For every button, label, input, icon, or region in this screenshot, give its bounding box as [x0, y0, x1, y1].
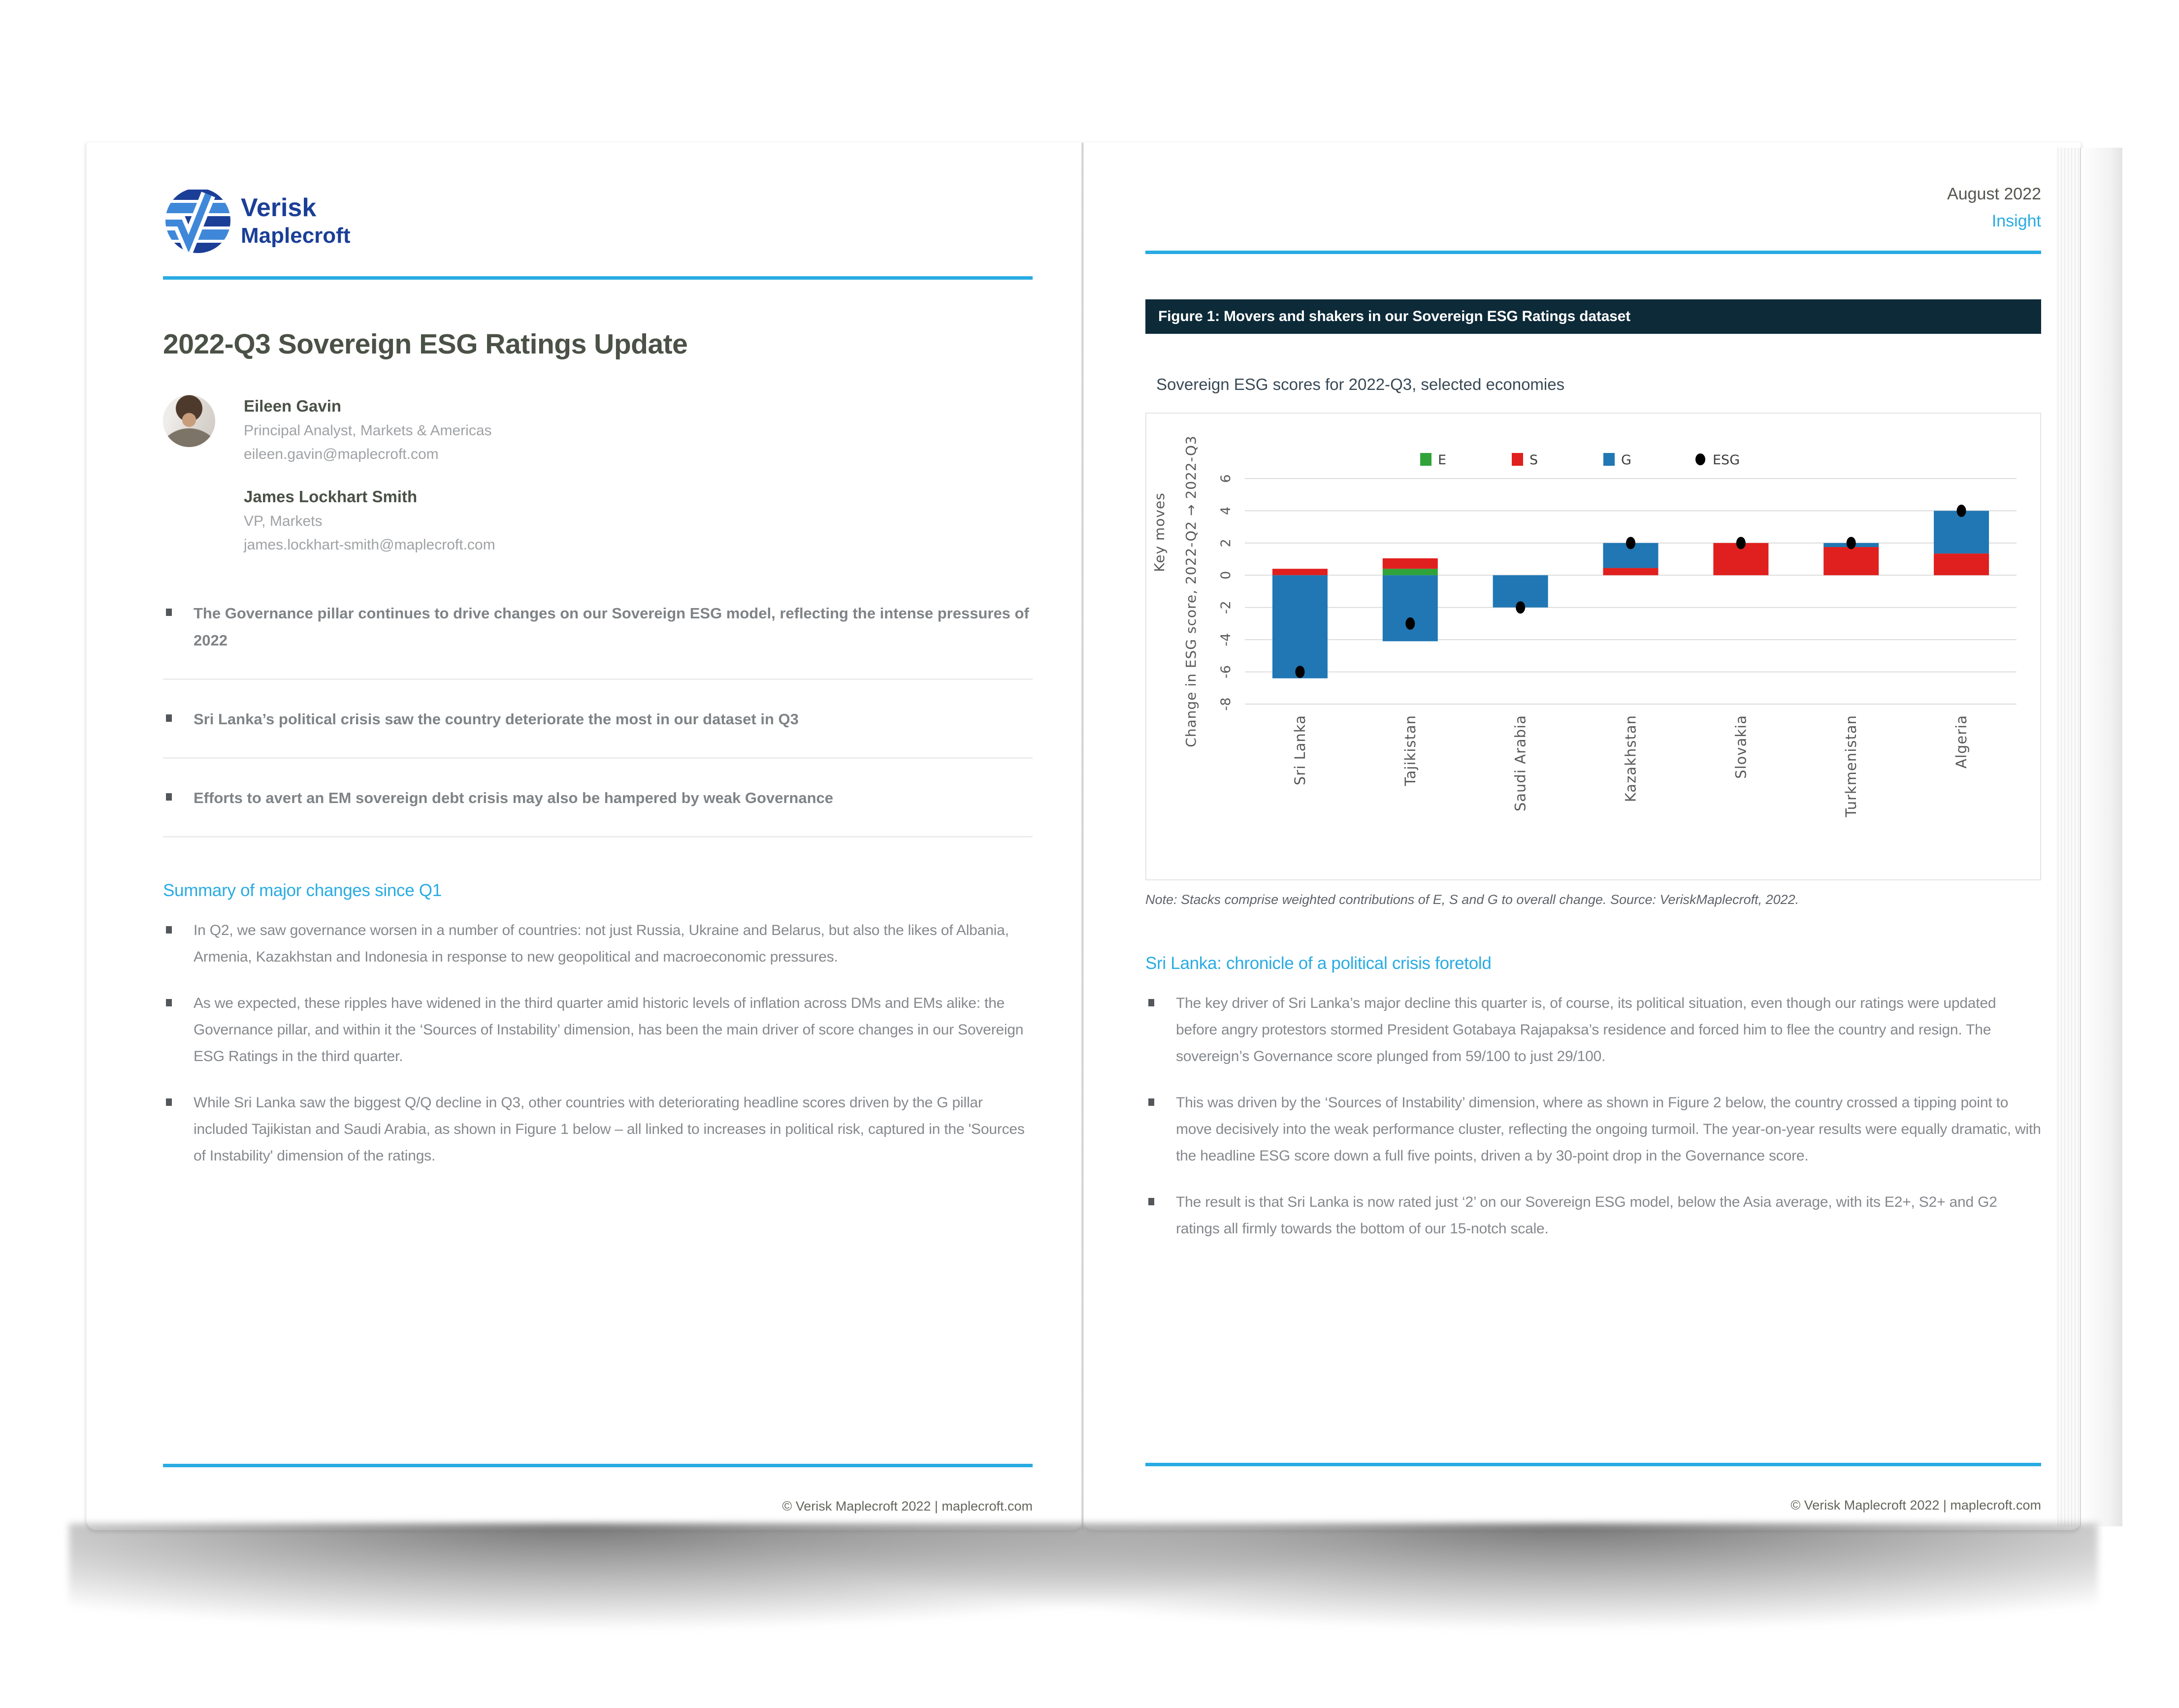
author-name: James Lockhart Smith: [244, 487, 418, 506]
figure1-chart-svg: [1146, 414, 2040, 879]
svg-text:0: 0: [1218, 571, 1234, 580]
issue-date: August 2022: [1947, 185, 2041, 203]
summary-bullet-item: As we expected, these ripples have widened in the third quarter amid historic levels of inflation across DMs and EMs alike: the Governance pillar, and within it the ‘Sources of Instability’ dimension, has been the main driver of score changes in our Sovereign ESG Ratings in the third quarter.: [163, 990, 1033, 1070]
author-email-link[interactable]: james.lockhart-smith@maplecroft.com: [244, 537, 495, 553]
logo-word-verisk: Verisk: [241, 193, 317, 222]
sri-lanka-bullet-item: The result is that Sri Lanka is now rated just ‘2’ on our Sovereign ESG model, below the Asia average, with its E2+, S2+ and G2 ratings all firmly towards the bottom of our 15-notch scale.: [1145, 1189, 2041, 1242]
logo-word-maplecroft: Maplecroft: [241, 224, 351, 248]
sri-lanka-bullet-item: This was driven by the ‘Sources of Instability’ dimension, where as shown in Figure 2 below, the country crossed a tipping point to move decisively into the weak performance cluster, reflecting the ongoing turmoil. The year-on-year results were equally dramatic, with the headline ESG score down a full five points, driven a by 30-point drop in the Governance score.: [1145, 1090, 2041, 1169]
page-left: [86, 142, 1082, 1530]
svg-text:Turkmenistan: Turkmenistan: [1843, 715, 1860, 817]
summary-bullet-item: While Sri Lanka saw the biggest Q/Q decline in Q3, other countries with deteriorating headline scores driven by the G pillar included Tajikistan and Saudi Arabia, as shown in Figure 1 below – all linked to increases in political risk, captured in the 'Sources of Instability' dimension of the ratings.: [163, 1090, 1033, 1169]
figure1-note: Note: Stacks comprise weighted contributions of E, S and G to overall change. Source: VeriskMaplecroft, 2022.: [1145, 892, 1799, 907]
svg-text:-2: -2: [1218, 601, 1234, 614]
footer-left: [87, 1443, 1082, 1514]
insight-link[interactable]: Insight: [1991, 212, 2041, 230]
summary-heading: Summary of major changes since Q1: [163, 881, 442, 900]
svg-text:Key moves: Key moves: [1151, 492, 1168, 572]
figure1-caption-bar: Figure 1: Movers and shakers in our Sovereign ESG Ratings dataset: [1145, 299, 2041, 334]
svg-text:Kazakhstan: Kazakhstan: [1622, 715, 1639, 803]
svg-text:ESG: ESG: [1713, 452, 1740, 468]
summary-bullets: [163, 917, 1033, 1169]
author-role: VP, Markets: [244, 513, 323, 529]
sri-lanka-bullets: [1145, 990, 2041, 1242]
svg-text:-8: -8: [1218, 697, 1234, 711]
svg-text:-6: -6: [1218, 665, 1234, 679]
author-role: Principal Analyst, Markets & Americas: [244, 422, 492, 439]
author-list: [163, 392, 1033, 553]
figure1-subtitle: Sovereign ESG scores for 2022-Q3, selected economies: [1156, 375, 1565, 393]
footer-right: [1084, 1443, 2081, 1513]
footer-copyright-link[interactable]: © Verisk Maplecroft 2022 | maplecroft.com: [1790, 1498, 2041, 1513]
svg-text:2: 2: [1218, 539, 1234, 548]
page-right: [1083, 142, 2081, 1530]
author-row: [163, 392, 1033, 463]
key-point-item: Efforts to avert an EM sovereign debt crisis may also be hampered by weak Governance: [163, 784, 1033, 838]
verisk-maplecroft-logo: [163, 186, 1033, 256]
svg-text:Slovakia: Slovakia: [1732, 715, 1750, 779]
svg-text:Change in ESG score, 2022-Q2 →: Change in ESG score, 2022-Q2 → 2022-Q3: [1183, 435, 1199, 747]
svg-text:G: G: [1621, 452, 1631, 468]
key-point-item: The Governance pillar continues to drive changes on our Sovereign ESG model, reflecting the intense pressures of 2022: [163, 600, 1033, 680]
svg-text:4: 4: [1218, 506, 1234, 516]
book-shadow: [69, 1523, 2098, 1661]
svg-text:E: E: [1438, 452, 1447, 468]
sri-lanka-heading: Sri Lanka: chronicle of a political crisis foretold: [1145, 954, 1492, 973]
author-avatar: [163, 485, 215, 538]
author-email-link[interactable]: eileen.gavin@maplecroft.com: [244, 446, 439, 462]
footer-divider-left: [163, 1464, 1033, 1467]
svg-text:-4: -4: [1218, 633, 1234, 646]
header-divider-right: [1145, 251, 2041, 254]
verisk-logo-icon: [163, 186, 508, 256]
sri-lanka-bullet-item: The key driver of Sri Lanka’s major decline this quarter is, of course, its political situation, even though our ratings were updated before angry protestors stormed President Gotabaya Rajapaksa’s residence and forced him to flee the country and resign. The sovereign’s Governance score plunged from 59/100 to just 29/100.: [1145, 990, 2041, 1070]
book-spine: [1081, 143, 1084, 1529]
page-stack-edge: [2057, 148, 2081, 1526]
author-row: [163, 483, 1033, 553]
key-points-list: [163, 600, 1033, 838]
figure1-chart: [1145, 413, 2041, 880]
svg-text:S: S: [1529, 452, 1538, 468]
summary-bullet-item: In Q2, we saw governance worsen in a number of countries: not just Russia, Ukraine and Belarus, but also the likes of Albania, Armenia, Kazakhstan and Indonesia in response to new geopolitical and macroeconomic pressures.: [163, 917, 1033, 970]
author-avatar: [163, 395, 215, 447]
svg-text:6: 6: [1218, 474, 1234, 483]
svg-text:Tajikistan: Tajikistan: [1401, 715, 1419, 786]
page-title: 2022-Q3 Sovereign ESG Ratings Update: [163, 328, 688, 360]
footer-copyright-link[interactable]: © Verisk Maplecroft 2022 | maplecroft.com: [782, 1499, 1033, 1514]
issue-header: [1145, 185, 2041, 231]
footer-divider-right: [1145, 1463, 2041, 1466]
author-name: Eileen Gavin: [244, 397, 342, 415]
header-divider-left: [163, 276, 1033, 280]
key-point-item: Sri Lanka’s political crisis saw the country deteriorate the most in our dataset in Q3: [163, 706, 1033, 759]
svg-text:Sri Lanka: Sri Lanka: [1291, 715, 1308, 785]
svg-text:Algeria: Algeria: [1953, 715, 1970, 769]
back-cover-edge: [2081, 148, 2122, 1526]
svg-text:Saudi Arabia: Saudi Arabia: [1512, 715, 1529, 812]
